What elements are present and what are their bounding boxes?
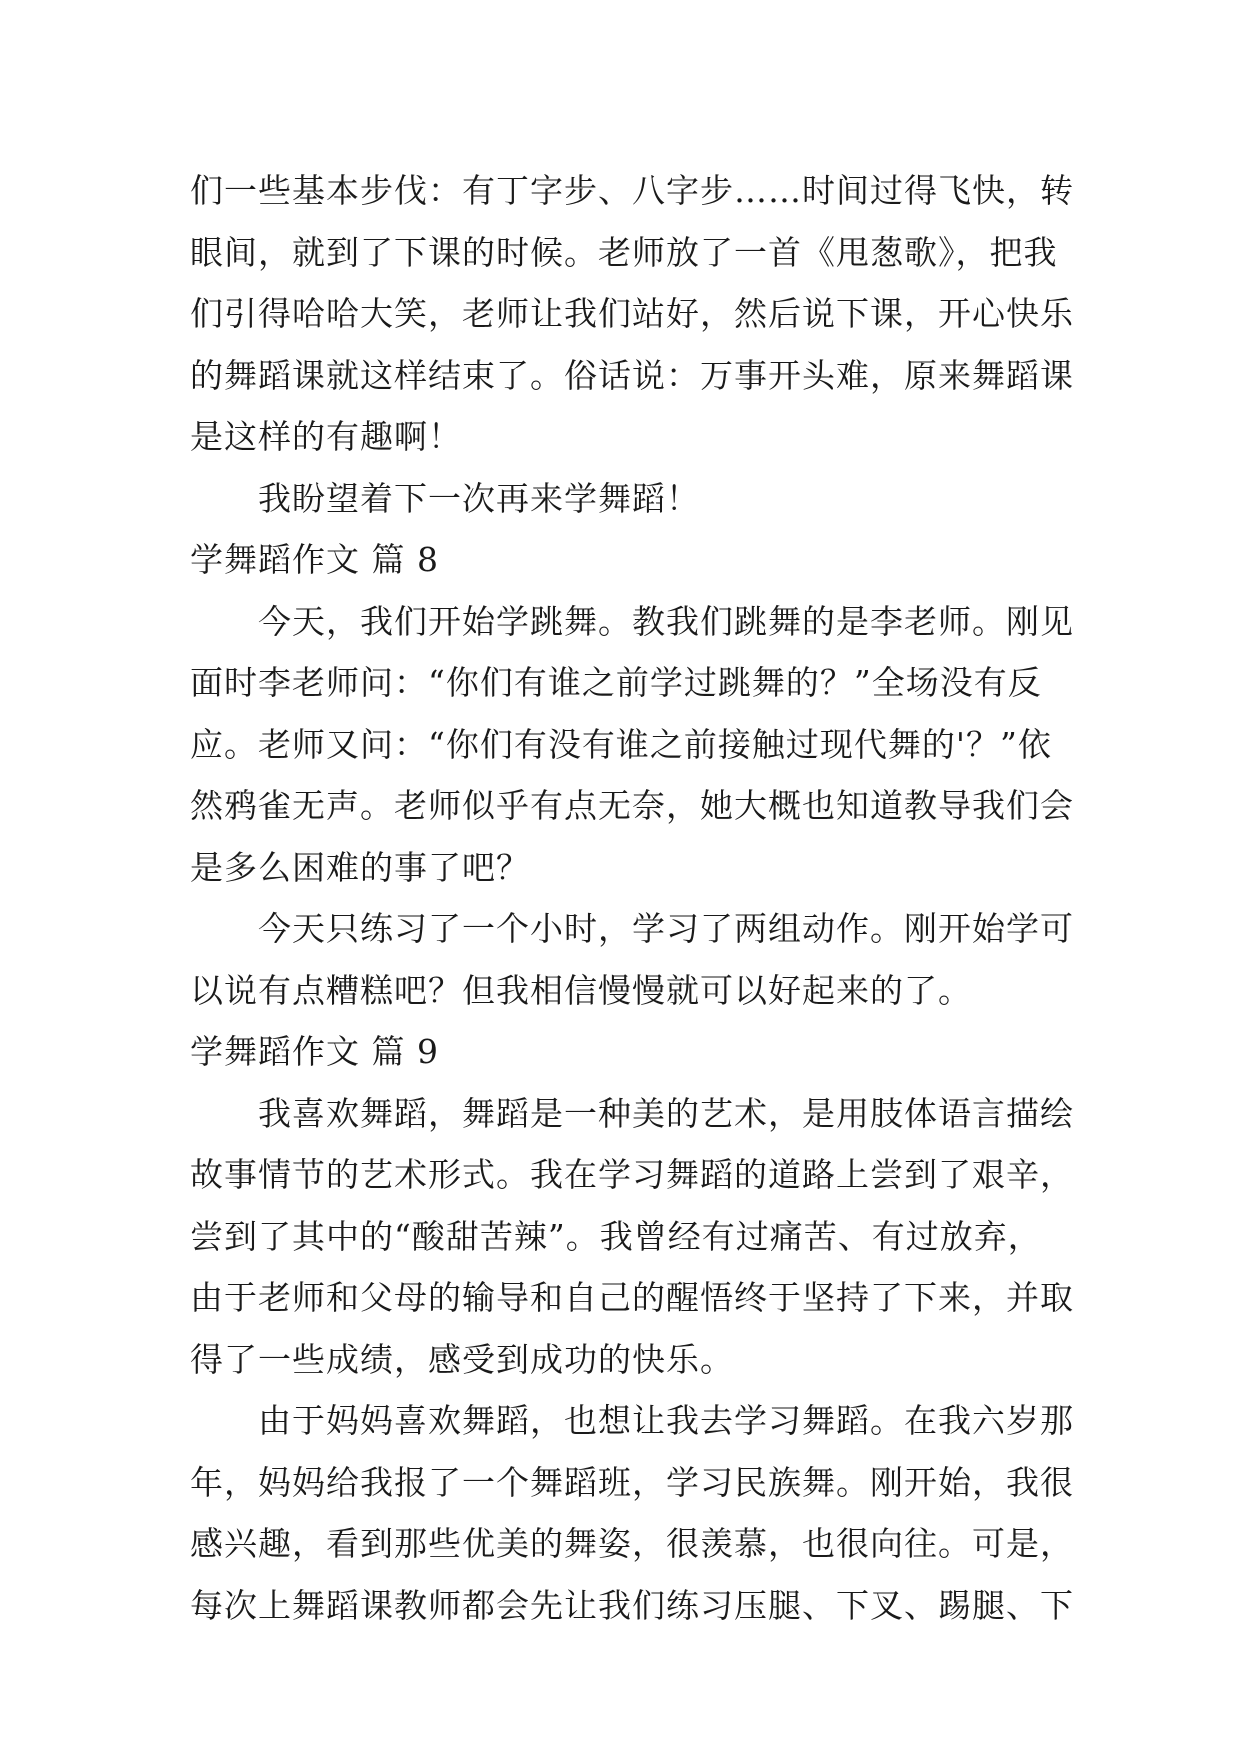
paragraph-start-line: 我喜欢舞蹈，舞蹈是一种美的艺术，是用肢体语言描绘 xyxy=(258,1093,1074,1133)
text-line: 故事情节的艺术形式。我在学习舞蹈的道路上尝到了艰辛， xyxy=(190,1155,1074,1194)
text-line: 尝到了其中的“酸甜苦辣”。我曾经有过痛苦、有过放弃， xyxy=(190,1216,1042,1256)
text-line: 的舞蹈课就这样结束了。俗话说：万事开头难，原来舞蹈课 xyxy=(190,355,1074,395)
text-line: 面时李老师问：“你们有谁之前学过跳舞的？”全场没有反 xyxy=(190,663,1042,702)
section-heading: 学舞蹈作文 篇 9 xyxy=(190,1032,439,1071)
text-line: 由于老师和父母的输导和自己的醒悟终于坚持了下来，并取 xyxy=(190,1278,1074,1317)
document-page xyxy=(190,160,1074,1636)
text-line: 应。老师又问：“你们有没有谁之前接触过现代舞的'？”依 xyxy=(190,724,1052,764)
text-line: 眼间，就到了下课的时候。老师放了一首《甩葱歌》，把我 xyxy=(190,232,1058,272)
section-heading: 学舞蹈作文 篇 8 xyxy=(190,540,439,579)
text-line: 是这样的有趣啊！ xyxy=(190,417,462,456)
text-line: 以说有点糟糕吧？但我相信慢慢就可以好起来的了。 xyxy=(190,970,972,1010)
text-line: 们一些基本步伐：有丁字步、八字步……时间过得飞快，转 xyxy=(190,171,1074,210)
paragraph-start-line: 我盼望着下一次再来学舞蹈！ xyxy=(258,478,700,518)
text-line: 每次上舞蹈课教师都会先让我们练习压腿、下叉、踢腿、下 xyxy=(190,1585,1074,1625)
text-line: 感兴趣，看到那些优美的舞姿，很羡慕，也很向往。可是， xyxy=(190,1524,1074,1563)
paragraph-start-line: 由于妈妈喜欢舞蹈，也想让我去学习舞蹈。在我六岁那 xyxy=(258,1401,1074,1440)
text-line: 得了一些成绩，感受到成功的快乐。 xyxy=(190,1339,734,1379)
text-line: 年，妈妈给我报了一个舞蹈班，学习民族舞。刚开始，我很 xyxy=(190,1462,1074,1502)
paragraph-start-line: 今天只练习了一个小时，学习了两组动作。刚开始学可 xyxy=(258,909,1074,948)
paragraph-start-line: 今天，我们开始学跳舞。教我们跳舞的是李老师。刚见 xyxy=(258,601,1074,641)
text-line: 是多么困难的事了吧？ xyxy=(190,847,530,887)
text-line: 然鸦雀无声。老师似乎有点无奈，她大概也知道教导我们会 xyxy=(190,786,1074,825)
text-line: 们引得哈哈大笑，老师让我们站好，然后说下课，开心快乐 xyxy=(190,294,1074,333)
